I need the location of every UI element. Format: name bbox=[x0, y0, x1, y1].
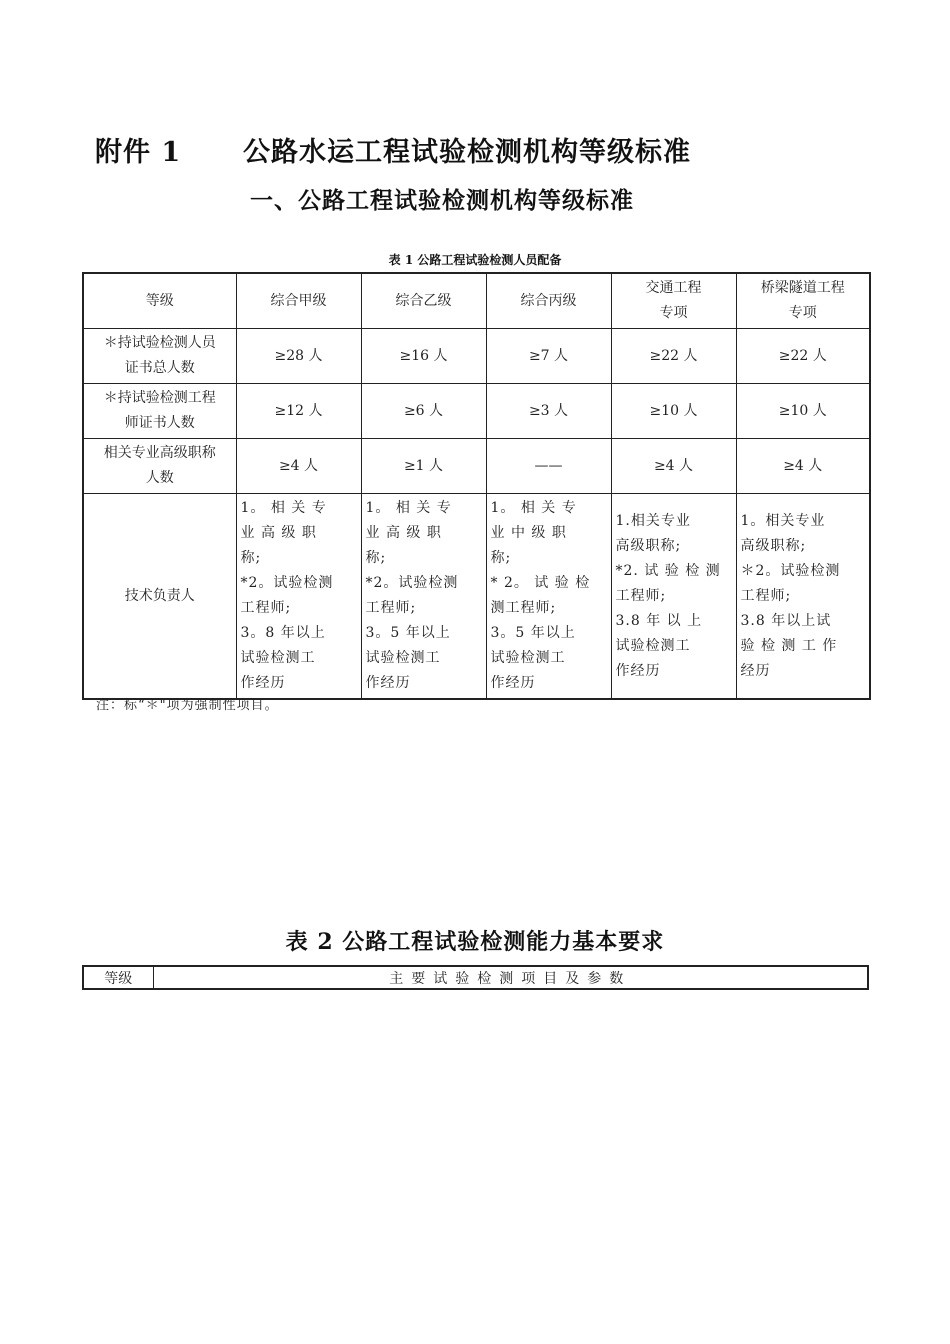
cell-line: *2。试验检测 bbox=[240, 575, 334, 591]
header-cell: 综合乙级 bbox=[361, 273, 486, 329]
table-cell: ≥4 人 bbox=[736, 439, 870, 494]
cell-line: 1。 相 关 专 bbox=[365, 500, 452, 516]
header-cell: 等级 bbox=[83, 966, 153, 989]
table-cell: ≥12 人 bbox=[236, 384, 361, 439]
cell-line: 验 检 测 工 作 bbox=[740, 637, 838, 654]
table-cell: ≥28 人 bbox=[236, 329, 361, 384]
table-note: 注：标“＊"项为强制性项目。 bbox=[96, 698, 279, 713]
table-header-row bbox=[83, 966, 868, 989]
cell-line: 高级职称; bbox=[740, 537, 807, 554]
tech-lead-cell bbox=[611, 494, 736, 700]
table-cell: ≥4 人 bbox=[611, 439, 736, 494]
cell-line: 3.8 年 以 上 bbox=[615, 612, 703, 629]
table-cell: ≥6 人 bbox=[361, 384, 486, 439]
header-line: 专项 bbox=[659, 305, 688, 321]
header-cell: 等级 bbox=[83, 273, 236, 329]
table-header-row bbox=[83, 273, 870, 329]
cell-line: 1。 相 关 专 bbox=[240, 500, 327, 516]
cell-line: 3。5 年以上 bbox=[365, 625, 451, 641]
staffing-table bbox=[82, 272, 871, 700]
table-cell: ≥10 人 bbox=[611, 384, 736, 439]
cell-line: 测工程师; bbox=[490, 600, 557, 616]
section-title: 一、公路工程试验检测机构等级标准 bbox=[250, 187, 634, 214]
tech-lead-cell bbox=[736, 494, 870, 700]
cell-line: *2. 试 验 检 测 bbox=[615, 562, 721, 579]
cell-line: 作经历 bbox=[490, 675, 536, 691]
row-label-line: 人数 bbox=[145, 470, 174, 486]
cell-line: 经历 bbox=[740, 662, 771, 679]
header-cell: 主要试验检测项目及参数 bbox=[153, 966, 868, 989]
cell-line: 工程师; bbox=[615, 587, 667, 604]
table-cell: ≥22 人 bbox=[611, 329, 736, 384]
cell-line: 工程师; bbox=[240, 600, 292, 616]
table-cell: ≥16 人 bbox=[361, 329, 486, 384]
cell-line: 作经历 bbox=[615, 662, 661, 679]
cell-line: 高级职称; bbox=[615, 537, 682, 554]
cell-line: 1。相关专业 bbox=[740, 512, 826, 529]
table2-caption: 表 2 公路工程试验检测能力基本要求 bbox=[285, 929, 665, 955]
table-cell: ≥22 人 bbox=[736, 329, 870, 384]
cell-line: 1。 相 关 专 bbox=[490, 500, 577, 516]
cell-line: 工程师; bbox=[740, 587, 792, 604]
table-row-tech-lead bbox=[83, 494, 870, 700]
row-label bbox=[83, 384, 236, 439]
cell-line: 试验检测工 bbox=[365, 650, 441, 666]
cell-line: 试验检测工 bbox=[615, 637, 691, 654]
row-label: 技术负责人 bbox=[83, 494, 236, 700]
cell-line: 工程师; bbox=[365, 600, 417, 616]
cell-line: 称; bbox=[490, 550, 512, 566]
header-line: 交通工程 bbox=[645, 280, 702, 296]
cell-line: 试验检测工 bbox=[240, 650, 316, 666]
cell-line: 3。5 年以上 bbox=[490, 625, 576, 641]
header-line: 桥梁隧道工程 bbox=[760, 280, 845, 296]
cell-line: * 2。 试 验 检 bbox=[490, 575, 591, 591]
cell-line: 称; bbox=[365, 550, 387, 566]
tech-lead-cell bbox=[361, 494, 486, 700]
cell-line: 业 高 级 职 bbox=[240, 525, 317, 541]
row-label-line: ＊持试验检测工程 bbox=[103, 390, 216, 406]
tech-lead-cell bbox=[486, 494, 611, 700]
cell-line: 称; bbox=[240, 550, 262, 566]
capability-table bbox=[82, 965, 869, 990]
table-cell: ≥7 人 bbox=[486, 329, 611, 384]
row-label-line: 师证书人数 bbox=[124, 415, 195, 431]
tech-lead-cell bbox=[236, 494, 361, 700]
table-cell: ≥10 人 bbox=[736, 384, 870, 439]
table-cell: ≥4 人 bbox=[236, 439, 361, 494]
cell-line: 试验检测工 bbox=[490, 650, 566, 666]
document-title: 公路水运工程试验检测机构等级标准 bbox=[243, 137, 691, 168]
table1-caption: 表 1 公路工程试验检测人员配备 bbox=[388, 253, 562, 267]
cell-line: ＊2。试验检测 bbox=[740, 562, 841, 579]
table-row bbox=[83, 439, 870, 494]
row-label-line: 相关专业高级职称 bbox=[103, 445, 216, 461]
attachment-label: 附件 1 bbox=[95, 137, 182, 168]
header-cell bbox=[611, 273, 736, 329]
cell-line: 3。8 年以上 bbox=[240, 625, 326, 641]
row-label bbox=[83, 439, 236, 494]
header-cell: 综合甲级 bbox=[236, 273, 361, 329]
cell-line: 作经历 bbox=[365, 675, 411, 691]
header-cell bbox=[736, 273, 870, 329]
header-cell: 综合丙级 bbox=[486, 273, 611, 329]
table-cell: ≥1 人 bbox=[361, 439, 486, 494]
row-label-line: ＊持试验检测人员 bbox=[103, 335, 216, 351]
table-cell: —— bbox=[486, 439, 611, 494]
cell-line: 1.相关专业 bbox=[615, 512, 691, 529]
cell-line: 3.8 年以上试 bbox=[740, 612, 832, 629]
table-cell: ≥3 人 bbox=[486, 384, 611, 439]
row-label bbox=[83, 329, 236, 384]
cell-line: 业 高 级 职 bbox=[365, 525, 442, 541]
table-row bbox=[83, 384, 870, 439]
cell-line: *2。试验检测 bbox=[365, 575, 459, 591]
cell-line: 作经历 bbox=[240, 675, 286, 691]
table-row bbox=[83, 329, 870, 384]
row-label-line: 证书总人数 bbox=[124, 360, 195, 376]
cell-line: 业 中 级 职 bbox=[490, 525, 567, 541]
header-line: 专项 bbox=[788, 305, 817, 321]
